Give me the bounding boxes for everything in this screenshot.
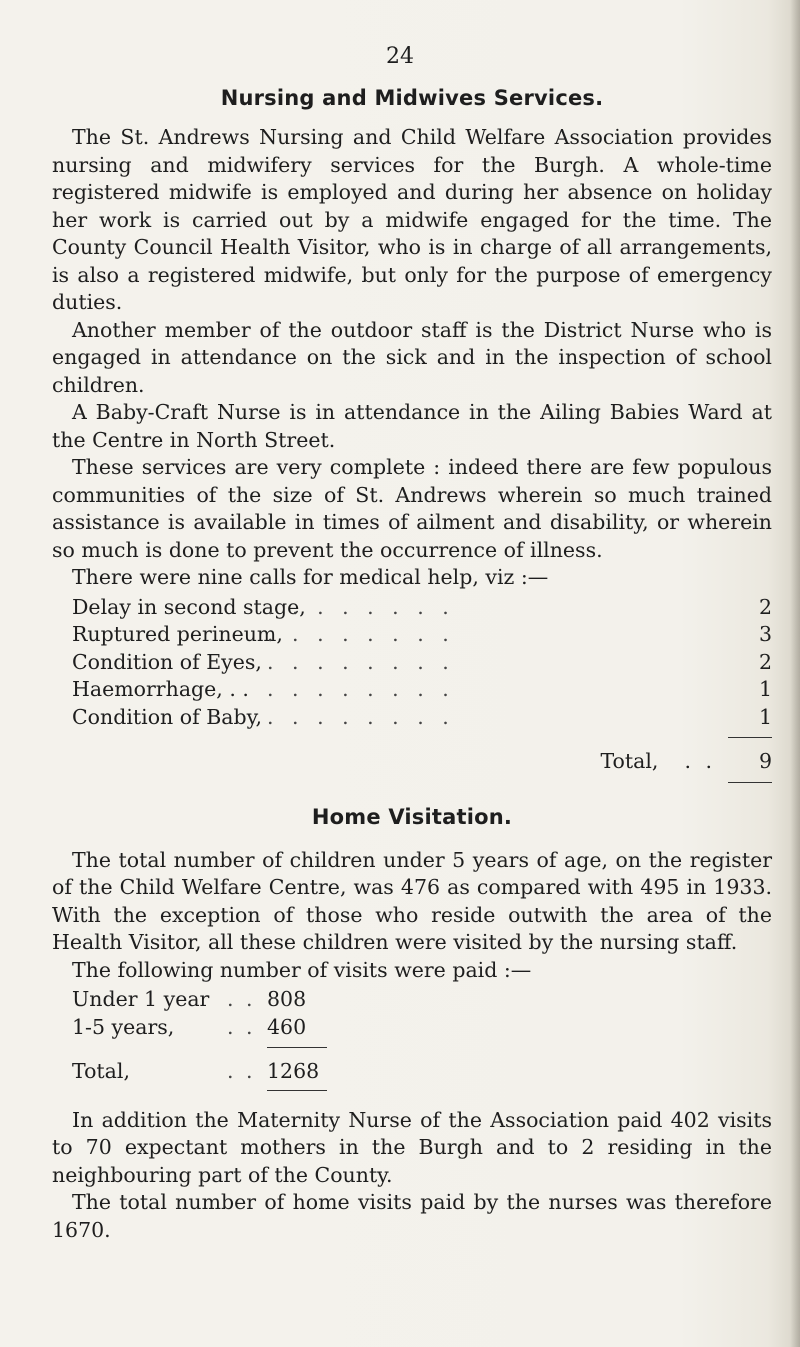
divider	[267, 1047, 327, 1048]
leader-dots: . .	[684, 749, 716, 773]
medical-calls-list	[72, 594, 772, 783]
visit-count: 808	[267, 987, 307, 1011]
paragraph: The following number of visits were paid :—	[72, 957, 532, 982]
call-label: Condition of Baby,	[72, 704, 262, 729]
call-label: Haemorrhage, . .	[72, 677, 249, 701]
list-item	[72, 649, 772, 677]
leader-dots: . . . . . . . .	[267, 704, 455, 729]
visit-label: Under 1 year	[72, 987, 210, 1011]
section-title-nursing: Nursing and Midwives Services.	[220, 86, 604, 110]
leader-dots: . . . . . . . .	[267, 622, 455, 646]
paragraph: Another member of the outdoor staff is the District Nurse who is engaged in attendance on the sick and in the inspection of school children.	[52, 317, 772, 397]
paragraph: These services are very complete : indeed there are few populous communities of the size of St. Andrews wherein so much trained assistance is available in times of ailment and disability, or wherein so much is done to prevent the occurrence of illness.	[52, 455, 772, 562]
page-edge-shadow	[790, 0, 800, 1347]
total-label: Total,	[72, 1059, 130, 1083]
divider	[267, 1090, 327, 1091]
list-item	[72, 1014, 772, 1042]
list-item	[72, 676, 772, 704]
paragraph: A Baby-Craft Nurse is in attendance in the Ailing Babies Ward at the Centre in North Street.	[52, 400, 772, 452]
total-label: Total,	[600, 749, 659, 773]
paragraph: The total number of home visits paid by the nurses was therefore 1670.	[52, 1190, 772, 1242]
paragraph: The St. Andrews Nursing and Child Welfare Association provides nursing and midwifery services for the Burgh. A whole-time registered midwife is employed and during her absence on holiday her work is carried out by a midwife engaged for the time. The County Council Health Visitor, who is in charge of all arrangements, is also a registered midwife, but only for the purpose of emergency duties.	[52, 125, 772, 314]
leader-dots: . . . . . . . .	[267, 677, 455, 701]
total-value: 1268	[267, 1059, 320, 1083]
visits-total-row	[72, 1058, 772, 1086]
leader-dots: . .	[227, 987, 256, 1011]
leader-dots: . .	[227, 1059, 256, 1083]
visit-label: 1-5 years,	[72, 1014, 175, 1039]
list-item	[72, 594, 772, 622]
total-value: 9	[758, 749, 772, 773]
leader-dots: . .	[227, 1014, 256, 1039]
call-count: 1	[758, 677, 772, 701]
paragraph: The total number of children under 5 years of age, on the register of the Child Welfare Centre, was 476 as compared with 495 in 1933. With the exception of those who reside outwith the area of the Health Visitor, all these children were visited by the nursing staff.	[52, 847, 772, 954]
leader-dots: . . . . . . . .	[267, 649, 455, 674]
divider	[728, 782, 772, 783]
call-count: 2	[758, 594, 772, 619]
list-item	[72, 986, 772, 1014]
list-item	[72, 704, 772, 732]
closing-paragraphs	[52, 1107, 772, 1245]
calls-total-row	[72, 748, 772, 776]
paragraph: There were nine calls for medical help, viz :—	[72, 565, 549, 589]
divider	[728, 737, 772, 738]
document-body	[52, 86, 772, 1244]
call-label: Ruptured perineum,	[72, 622, 283, 646]
call-count: 3	[758, 622, 772, 646]
list-item	[72, 621, 772, 649]
section-title-home-visitation: Home Visitation.	[311, 804, 513, 829]
page-number: 24	[386, 44, 414, 69]
call-count: 2	[758, 649, 772, 674]
visit-count: 460	[267, 1014, 307, 1039]
paragraph: In addition the Maternity Nurse of the Association paid 402 visits to 70 expectant mothers in the Burgh and to 2 residing in the neighbouring part of the County.	[52, 1107, 772, 1187]
leader-dots: . . . . . . . .	[267, 594, 455, 619]
call-count: 1	[758, 704, 772, 729]
call-label: Delay in second stage,	[72, 594, 306, 619]
call-label: Condition of Eyes,	[72, 649, 262, 674]
visits-list	[72, 986, 772, 1091]
